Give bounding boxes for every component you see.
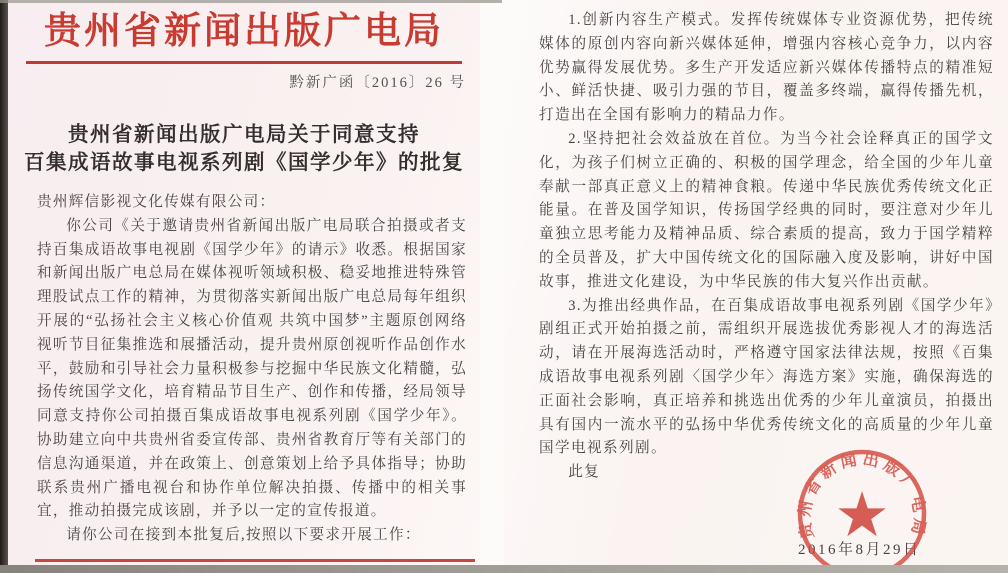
document-title-line2: 百集成语故事电视系列剧《国学少年》的批复 [24,152,464,174]
requirement-item-2: 2.坚持把社会效益放在首位。为当今社会诠释真正的国学文化，为孩子们树立正确的、积极的国学理念，给全国的少年儿童奉献一部真正意义上的精神食粮。传递中华民族优秀传统文化正能量。在普及国学知识，传扬国学经典的同时，要注意对少年儿童独立思考能力及精神品质、综合素质的提高，致力于国学精粹的全员普及，扩大中国传统文化的国际融入度及影响，讲好中国故事，推进文化建设，为中华民族的伟大复兴作出贡献。 [539,130,994,290]
agency-letterhead: 贵州省新闻出版广电局 [44,11,444,52]
document-page-left [8,3,480,565]
seal-arc-text: 贵州省新闻出版广电局 [796,450,928,541]
document-body-right [504,0,1008,485]
scan-edge-top [0,0,502,3]
document-page-right [504,0,1008,573]
body-paragraph: 你公司《关于邀请贵州省新闻出版广电局联合拍摄或者支持百集成语故事电视剧《国学少年》的请示》收悉。根据国家和新闻出版广电总局在媒体视听领域积极、稳妥地推进特殊管理股试点工作的精神，为贯彻落实新闻出版广电总局每年组织开展的“弘扬社会主义核心价值观 共筑中国梦”主题原创网络视听节目征集推选和展播活动，提升贵州原创视听作品创作水平，鼓励和引导社会力量积极参与挖掘中华民族文化精髓，弘扬传统国学文化，培育精品节目生产、创作和传播，经局领导同意支持你公司拍摄百集成语故事电视系列剧《国学少年》。协助建立向中共贵州省委宣传部、贵州省教育厅等有关部门的信息沟通渠道，并在政策上、创意策划上给予具体指导；协助联系贵州广播电视台和协作单位解决拍摄、传播中的相关事宜，推动拍摄完成该剧，并予以一定的宣传报道。 [37,217,467,520]
letterhead-rule [26,61,462,64]
scan-edge-left [0,0,8,573]
body-paragraph: 请你公司在接到本批复后,按照以下要求开展工作： [66,527,421,544]
document-title [8,121,480,177]
requirement-item-3: 3.为推出经典作品，在百集成语故事电视系列剧《国学少年》剧组正式开始拍摄之前，需组织开展选拔优秀影视人才的海选活动，请在开展海选活动时，严格遵守国家法律法规，按照《百集成语故事电视系列剧〈国学少年〉海选方案》实施，确保海选的正面社会影响，真正培养和挑选出优秀的少年儿童演员，拍摄出具有国内一流水平的弘扬中华优秀传统文化的高质量的少年儿童国学电视系列剧。 [539,297,994,457]
page-footer-rule [35,559,475,562]
scan-edge-bottom [0,565,1008,573]
salutation: 贵州辉信影视文化传媒有限公司： [37,194,276,210]
seal-star-icon: ★ [834,478,890,551]
official-seal [790,442,934,573]
closing-phrase: 此复 [568,464,601,481]
document-title-line1: 贵州省新闻出版广电局关于同意支持 [68,124,420,146]
document-number: 黔新广函〔2016〕26 号 [289,75,466,91]
document-body-left [8,191,480,548]
requirement-item-1: 1.创新内容生产模式。发挥传统媒体专业资源优势，把传统媒体的原创内容向新兴媒体延伸，增强内容核心竞争力，以内容优势赢得发展优势。多生产开发适应新兴媒体传播特点的精准短小、鲜活快捷、吸引力强的节目，覆盖多终端，赢得传播先机，打造出在全国有影响力的精品力作。 [539,12,994,124]
issue-date: 2016年8月29日 [798,542,921,558]
